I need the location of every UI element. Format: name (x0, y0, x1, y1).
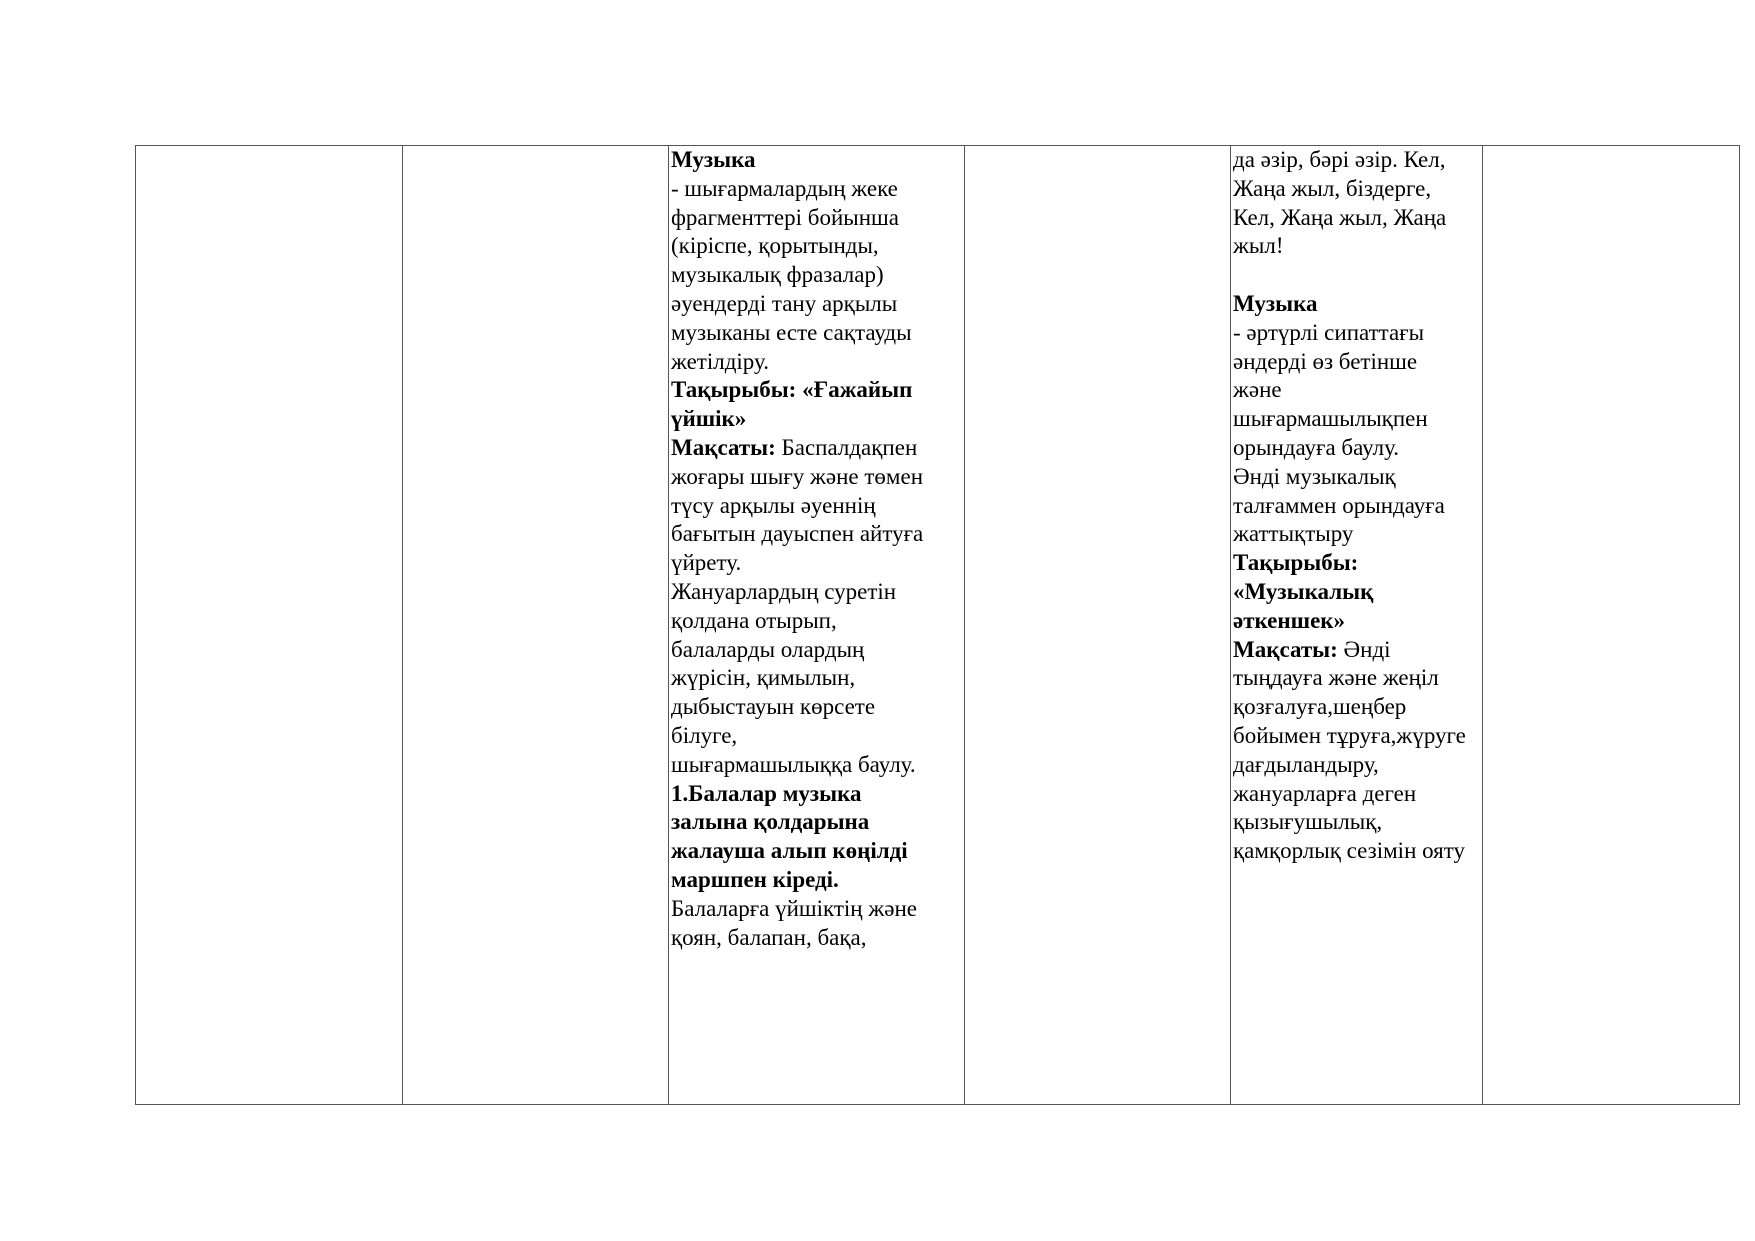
text-line: бағытын дауыспен айтуға (671, 521, 924, 547)
text-line: талғаммен орындауға (1233, 492, 1445, 518)
text-line: жетілдіру. (671, 348, 769, 374)
text-line: орындауға баулу. (1233, 434, 1400, 460)
music-heading: Музыка (671, 147, 756, 172)
text-line: музыканы есте сақтауды (671, 319, 912, 345)
goal-label: Мақсаты: (1233, 636, 1338, 662)
topic-line: әткеншек» (1233, 607, 1346, 633)
text-line: үйрету. (671, 550, 742, 576)
topic-line: үйшік» (671, 406, 747, 432)
table-cell-6 (1483, 146, 1740, 1105)
text-line: музыкалық фразалар) (671, 262, 884, 288)
table-cell-2 (403, 146, 669, 1105)
text-line: Жануарлардың суретін (671, 578, 897, 604)
text-line: бойымен тұруға,жүруге (1233, 722, 1466, 748)
goal-text: Баспалдақпен (775, 434, 918, 460)
table-cell-4 (965, 146, 1231, 1105)
text-line: әуендерді тану арқылы (671, 290, 898, 316)
table-cell-1 (136, 146, 403, 1105)
step-line: 1.Балалар музыка (671, 780, 862, 806)
step-line: жалауша алып көңілді (671, 838, 908, 864)
text-line: қамқорлық сезімін ояту (1233, 838, 1466, 864)
step-line: маршпен кіреді. (671, 866, 839, 892)
text-line: жоғары шығу және төмен (671, 463, 924, 489)
text-line: (кіріспе, қорытынды, (671, 233, 879, 259)
song-line: да әзір, бәрі әзір. Кел, (1233, 147, 1446, 172)
text-line: - шығармалардың жеке (671, 175, 898, 201)
text-line: Балаларға үйшіктің және (671, 895, 917, 921)
text-line: қызығушылық, (1233, 809, 1383, 835)
song-line: Кел, Жаңа жыл, Жаңа (1233, 204, 1447, 230)
text-line: түсу арқылы әуеннің (671, 492, 876, 518)
goal-text: Әнді (1337, 636, 1391, 662)
text-line: жүрісін, қимылын, (671, 665, 856, 691)
text-line: - әртүрлі сипаттағы (1233, 319, 1425, 345)
text-line: білуге, (671, 722, 738, 748)
text-line: қоян, балапан, бақа, (671, 924, 867, 950)
song-line: Жаңа жыл, біздерге, (1233, 175, 1432, 201)
text-line: жануарларға деген (1233, 780, 1417, 806)
song-line: жыл! (1233, 233, 1284, 259)
text-line: шығармашылыққа баулу. (671, 751, 916, 777)
text-line: қолдана отырып, (671, 607, 837, 633)
goal-line (1233, 636, 1481, 665)
goal-label: Мақсаты: (671, 434, 776, 460)
step-line: залына қолдарына (671, 809, 870, 835)
goal-line (671, 434, 963, 463)
text-line: дағдыландыру, (1233, 751, 1379, 777)
text-line: әндерді өз бетінше (1233, 348, 1418, 374)
lesson-plan-table (135, 145, 1740, 1105)
table-cell-music-song (1231, 146, 1483, 1105)
text-line: жаттықтыру (1233, 521, 1354, 547)
topic-line: «Музыкалық (1233, 578, 1374, 604)
text-line: шығармашылықпен (1233, 406, 1428, 432)
music-heading: Музыка (1233, 290, 1318, 316)
text-line: және (1233, 377, 1282, 403)
text-line: фрагменттері бойынша (671, 204, 899, 230)
text-line: қозғалуға,шеңбер (1233, 694, 1407, 720)
text-line: тыңдауға және жеңіл (1233, 665, 1439, 691)
text-line: дыбыстауын көрсете (671, 694, 876, 720)
text-line: Әнді музыкалық (1233, 463, 1396, 489)
topic-line: Тақырыбы: (1233, 550, 1359, 576)
table-cell-music-lesson (669, 146, 965, 1105)
table-row (136, 146, 1740, 1105)
topic-line: Тақырыбы: «Ғажайып (671, 377, 913, 403)
blank-line (1233, 261, 1481, 290)
text-line: балаларды олардың (671, 636, 865, 662)
